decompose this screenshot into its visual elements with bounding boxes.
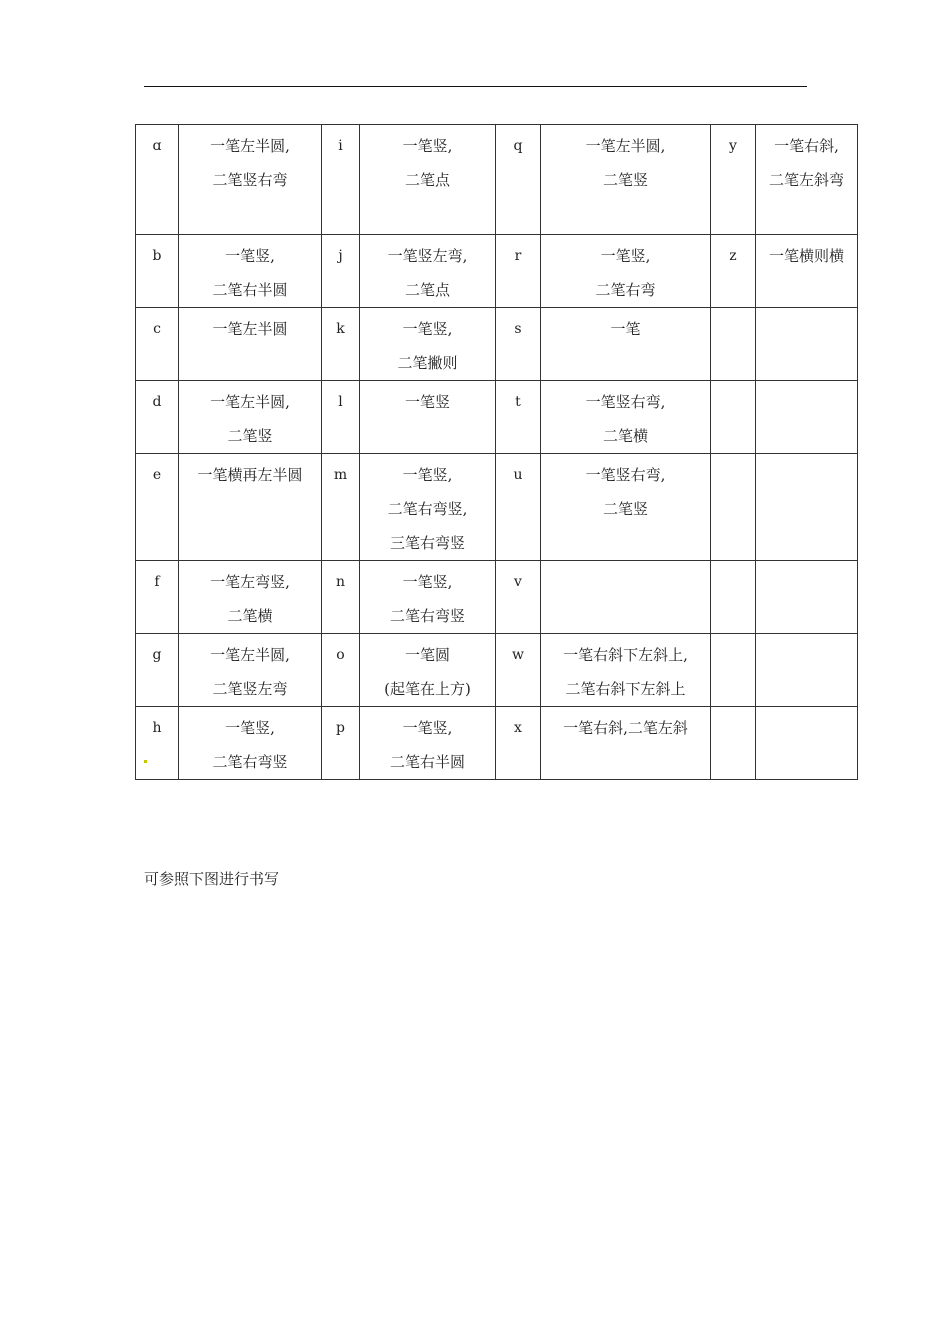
stroke-description-cell bbox=[179, 707, 322, 780]
stroke-description-cell bbox=[756, 235, 858, 308]
stroke-description-cell bbox=[179, 308, 322, 381]
stroke-description-cell bbox=[541, 308, 711, 381]
letter-cell: d bbox=[136, 381, 179, 454]
stroke-line: 一笔竖, bbox=[402, 320, 453, 338]
stroke-line: 一笔右斜,二笔左斜 bbox=[563, 719, 688, 737]
letter-cell bbox=[711, 381, 756, 454]
stroke-line: 二笔右弯竖 bbox=[212, 753, 288, 771]
letter-cell: e bbox=[136, 454, 179, 561]
caption: 可参照下图进行书写 bbox=[144, 870, 280, 888]
letter-cell: y bbox=[711, 125, 756, 235]
stroke-line: 二笔右弯 bbox=[595, 281, 656, 299]
stroke-line: 一笔竖右弯, bbox=[585, 393, 666, 411]
letter-cell bbox=[711, 308, 756, 381]
table-row bbox=[136, 634, 858, 707]
stroke-description-cell bbox=[179, 125, 322, 235]
stroke-line: 三笔右弯竖 bbox=[389, 534, 465, 552]
stroke-description-cell bbox=[541, 561, 711, 634]
stroke-line: 二笔竖左弯 bbox=[212, 680, 288, 698]
stroke-line: 一笔右斜, bbox=[774, 137, 839, 155]
stroke-description-cell bbox=[756, 308, 858, 381]
stroke-description-cell bbox=[541, 707, 711, 780]
stroke-line: 一笔竖, bbox=[225, 247, 275, 265]
letter-cell: v bbox=[496, 561, 541, 634]
stroke-line: 一笔左半圆, bbox=[210, 646, 290, 664]
stroke-line: 二笔竖 bbox=[602, 171, 648, 189]
stroke-description-cell bbox=[541, 125, 711, 235]
letter-cell: k bbox=[322, 308, 360, 381]
letter-cell: w bbox=[496, 634, 541, 707]
stroke-line: 二笔撇则 bbox=[397, 354, 458, 372]
stroke-line: 一笔左半圆, bbox=[585, 137, 666, 155]
stroke-line: (起笔在上方) bbox=[384, 680, 471, 698]
stroke-description-cell bbox=[541, 235, 711, 308]
letter-cell: n bbox=[322, 561, 360, 634]
stroke-line: 一笔左半圆 bbox=[212, 320, 288, 338]
stroke-description-cell bbox=[179, 235, 322, 308]
stroke-line: 二笔横 bbox=[227, 607, 273, 625]
letter-cell: x bbox=[496, 707, 541, 780]
stroke-line: 一笔横再左半圆 bbox=[197, 466, 303, 484]
letter-cell: m bbox=[322, 454, 360, 561]
table-row bbox=[136, 381, 858, 454]
stroke-line: 二笔右斜下左斜上 bbox=[565, 680, 686, 698]
stroke-line: 一笔竖 bbox=[404, 393, 450, 411]
stroke-line: 一笔左半圆, bbox=[210, 393, 290, 411]
letter-cell bbox=[711, 561, 756, 634]
stroke-line: 一笔 bbox=[610, 320, 641, 338]
stroke-description-cell bbox=[756, 707, 858, 780]
stroke-line: 二笔左斜弯 bbox=[768, 171, 844, 189]
stroke-line: 一笔竖, bbox=[402, 719, 453, 737]
stroke-line: 一笔竖右弯, bbox=[585, 466, 666, 484]
stroke-description-cell bbox=[756, 634, 858, 707]
table-row bbox=[136, 235, 858, 308]
table-row bbox=[136, 561, 858, 634]
stroke-line: 二笔竖 bbox=[602, 500, 648, 518]
stroke-description-cell bbox=[360, 634, 496, 707]
stroke-description-cell bbox=[179, 561, 322, 634]
stroke-description-cell bbox=[360, 308, 496, 381]
stroke-line: 二笔右半圆 bbox=[389, 753, 465, 771]
letter-cell: s bbox=[496, 308, 541, 381]
letter-cell: q bbox=[496, 125, 541, 235]
stroke-description-cell bbox=[541, 454, 711, 561]
stroke-line: 二笔点 bbox=[404, 171, 450, 189]
letter-cell: ɑ bbox=[136, 125, 179, 235]
letter-cell: g bbox=[136, 634, 179, 707]
letter-cell: f bbox=[136, 561, 179, 634]
letter-cell: i bbox=[322, 125, 360, 235]
stroke-order-table bbox=[135, 124, 858, 780]
letter-cell: h bbox=[136, 707, 179, 780]
stroke-description-cell bbox=[360, 561, 496, 634]
stroke-description-cell bbox=[360, 381, 496, 454]
stroke-description-cell bbox=[756, 454, 858, 561]
stroke-description-cell bbox=[541, 634, 711, 707]
stroke-line: 一笔竖, bbox=[402, 466, 453, 484]
stroke-line: 一笔圆 bbox=[404, 646, 450, 664]
letter-cell: o bbox=[322, 634, 360, 707]
letter-cell: r bbox=[496, 235, 541, 308]
stroke-line: 二笔横 bbox=[602, 427, 648, 445]
stroke-description-cell bbox=[360, 707, 496, 780]
letter-cell: c bbox=[136, 308, 179, 381]
stroke-line: 二笔点 bbox=[404, 281, 450, 299]
stroke-line: 一笔竖, bbox=[402, 137, 453, 155]
stroke-line: 二笔右弯竖 bbox=[389, 607, 465, 625]
stroke-line: 一笔竖, bbox=[225, 719, 275, 737]
stroke-description-cell bbox=[756, 561, 858, 634]
table-row bbox=[136, 125, 858, 235]
letter-cell: j bbox=[322, 235, 360, 308]
stroke-line: 一笔竖, bbox=[600, 247, 651, 265]
stroke-line: 一笔横则横 bbox=[768, 247, 844, 265]
stroke-description-cell bbox=[179, 381, 322, 454]
decorative-dot bbox=[144, 760, 147, 763]
stroke-line: 二笔右半圆 bbox=[212, 281, 288, 299]
letter-cell bbox=[711, 707, 756, 780]
table-row bbox=[136, 308, 858, 381]
stroke-line: 二笔竖 bbox=[227, 427, 273, 445]
stroke-description-cell bbox=[360, 235, 496, 308]
stroke-description-cell bbox=[756, 381, 858, 454]
table-row bbox=[136, 707, 858, 780]
stroke-description-cell bbox=[360, 125, 496, 235]
stroke-description-cell bbox=[756, 125, 858, 235]
stroke-description-cell bbox=[179, 634, 322, 707]
table-row bbox=[136, 454, 858, 561]
header-rule bbox=[144, 86, 807, 87]
stroke-line: 二笔竖右弯 bbox=[212, 171, 288, 189]
letter-cell: u bbox=[496, 454, 541, 561]
letter-cell: b bbox=[136, 235, 179, 308]
letter-cell: p bbox=[322, 707, 360, 780]
stroke-line: 二笔右弯竖, bbox=[387, 500, 468, 518]
letter-cell: z bbox=[711, 235, 756, 308]
stroke-line: 一笔左半圆, bbox=[210, 137, 290, 155]
letter-cell: t bbox=[496, 381, 541, 454]
stroke-line: 一笔左弯竖, bbox=[210, 573, 290, 591]
stroke-line: 一笔右斜下左斜上, bbox=[563, 646, 688, 664]
letter-cell: l bbox=[322, 381, 360, 454]
stroke-description-cell bbox=[360, 454, 496, 561]
letter-cell bbox=[711, 634, 756, 707]
stroke-description-cell bbox=[179, 454, 322, 561]
stroke-line: 一笔竖, bbox=[402, 573, 453, 591]
stroke-line: 一笔竖左弯, bbox=[387, 247, 468, 265]
letter-cell bbox=[711, 454, 756, 561]
stroke-description-cell bbox=[541, 381, 711, 454]
